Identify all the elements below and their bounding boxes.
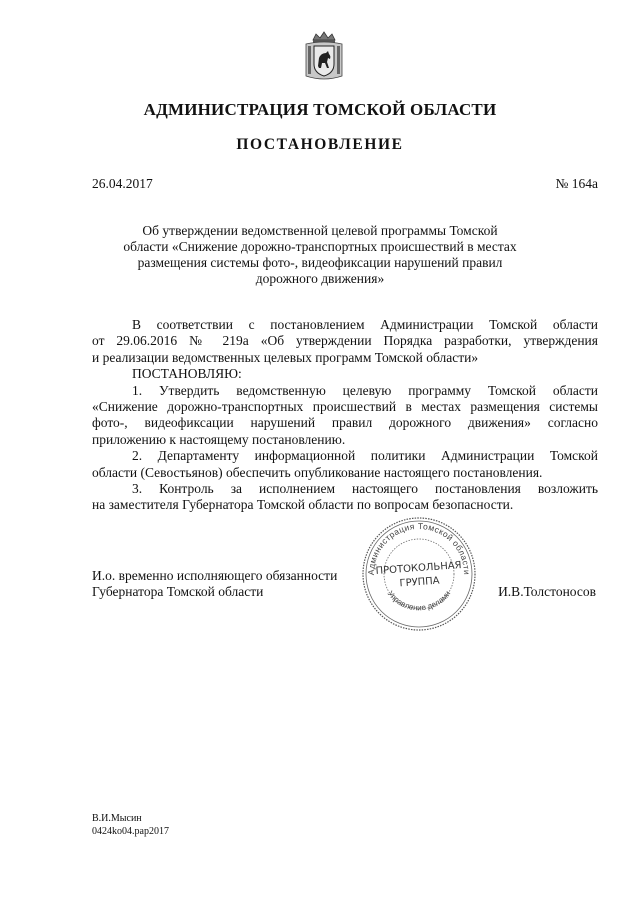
subject-line: Об утверждении ведомственной целевой программы Томской	[142, 223, 498, 238]
preamble-paragraph	[92, 317, 598, 366]
signatory-position-line: И.о. временно исполняющего обязанности	[92, 568, 338, 583]
item-2-paragraph	[92, 448, 598, 481]
item-1-paragraph	[92, 383, 598, 449]
document-number: № 164а	[555, 176, 598, 191]
preamble-line: и реализации ведомственных целевых программ Томской области»	[92, 349, 479, 365]
stamp-center-line2: ГРУППА	[399, 575, 440, 590]
signatory-name: И.В.Толстоносов	[498, 584, 596, 599]
document-body	[92, 317, 598, 514]
item-1-line: 1. Утвердить ведомственную целевую программу Томской области	[132, 382, 598, 398]
document-subject	[0, 223, 640, 287]
subject-line: дорожного движения»	[255, 271, 385, 286]
item-1-line: «Снижение дорожно-транспортных происшествий в местах размещения системы	[92, 399, 598, 415]
resolve-statement: ПОСТАНОВЛЯЮ:	[132, 366, 242, 382]
stamp-center-line1: ПРОТОКОЛЬНАЯ	[375, 560, 462, 578]
document-footer	[92, 813, 169, 838]
signatory-position	[92, 568, 337, 601]
item-1-line: приложению к настоящему постановлению.	[92, 431, 346, 447]
official-stamp	[360, 515, 478, 633]
stamp-ring-bottom: Управление делами	[385, 589, 453, 613]
item-1-line: фото-, видеофиксации нарушений правил дорожного движения» согласно	[92, 415, 598, 431]
stamp-ring-top: Администрация Томской области	[365, 520, 473, 576]
signatory-position-line: Губернатора Томской области	[92, 584, 264, 600]
subject-line: размещения системы фото-, видеофиксации нарушений правил	[137, 255, 503, 270]
item-3-line: на заместителя Губернатора Томской области по вопросам безопасности.	[92, 497, 514, 513]
document-type: ПОСТАНОВЛЕНИЕ	[236, 136, 404, 153]
item-2-line: 2. Департаменту информационной политики Администрации Томской	[132, 448, 598, 464]
tomsk-coat-of-arms-icon	[304, 30, 344, 82]
footer-author: В.И.Мысин	[92, 813, 142, 824]
document-date: 26.04.2017	[92, 176, 153, 191]
organization-title: АДМИНИСТРАЦИЯ ТОМСКОЙ ОБЛАСТИ	[143, 100, 497, 119]
preamble-line: В соответствии с постановлением Администрации Томской области	[132, 317, 598, 332]
svg-text:Управление делами	[386, 589, 453, 612]
footer-file-code: 0424ko04.pap2017	[92, 825, 169, 837]
item-3-line: 3. Контроль за исполнением настоящего постановления возложить	[132, 481, 598, 497]
preamble-line: от 29.06.2016 № 219а «Об утверждении Порядка разработки, утверждения	[92, 333, 598, 349]
item-3-paragraph	[92, 481, 598, 514]
item-2-line: области (Севостьянов) обеспечить опубликование настоящего постановления.	[92, 464, 543, 480]
subject-line: области «Снижение дорожно-транспортных происшествий в местах	[123, 239, 517, 254]
